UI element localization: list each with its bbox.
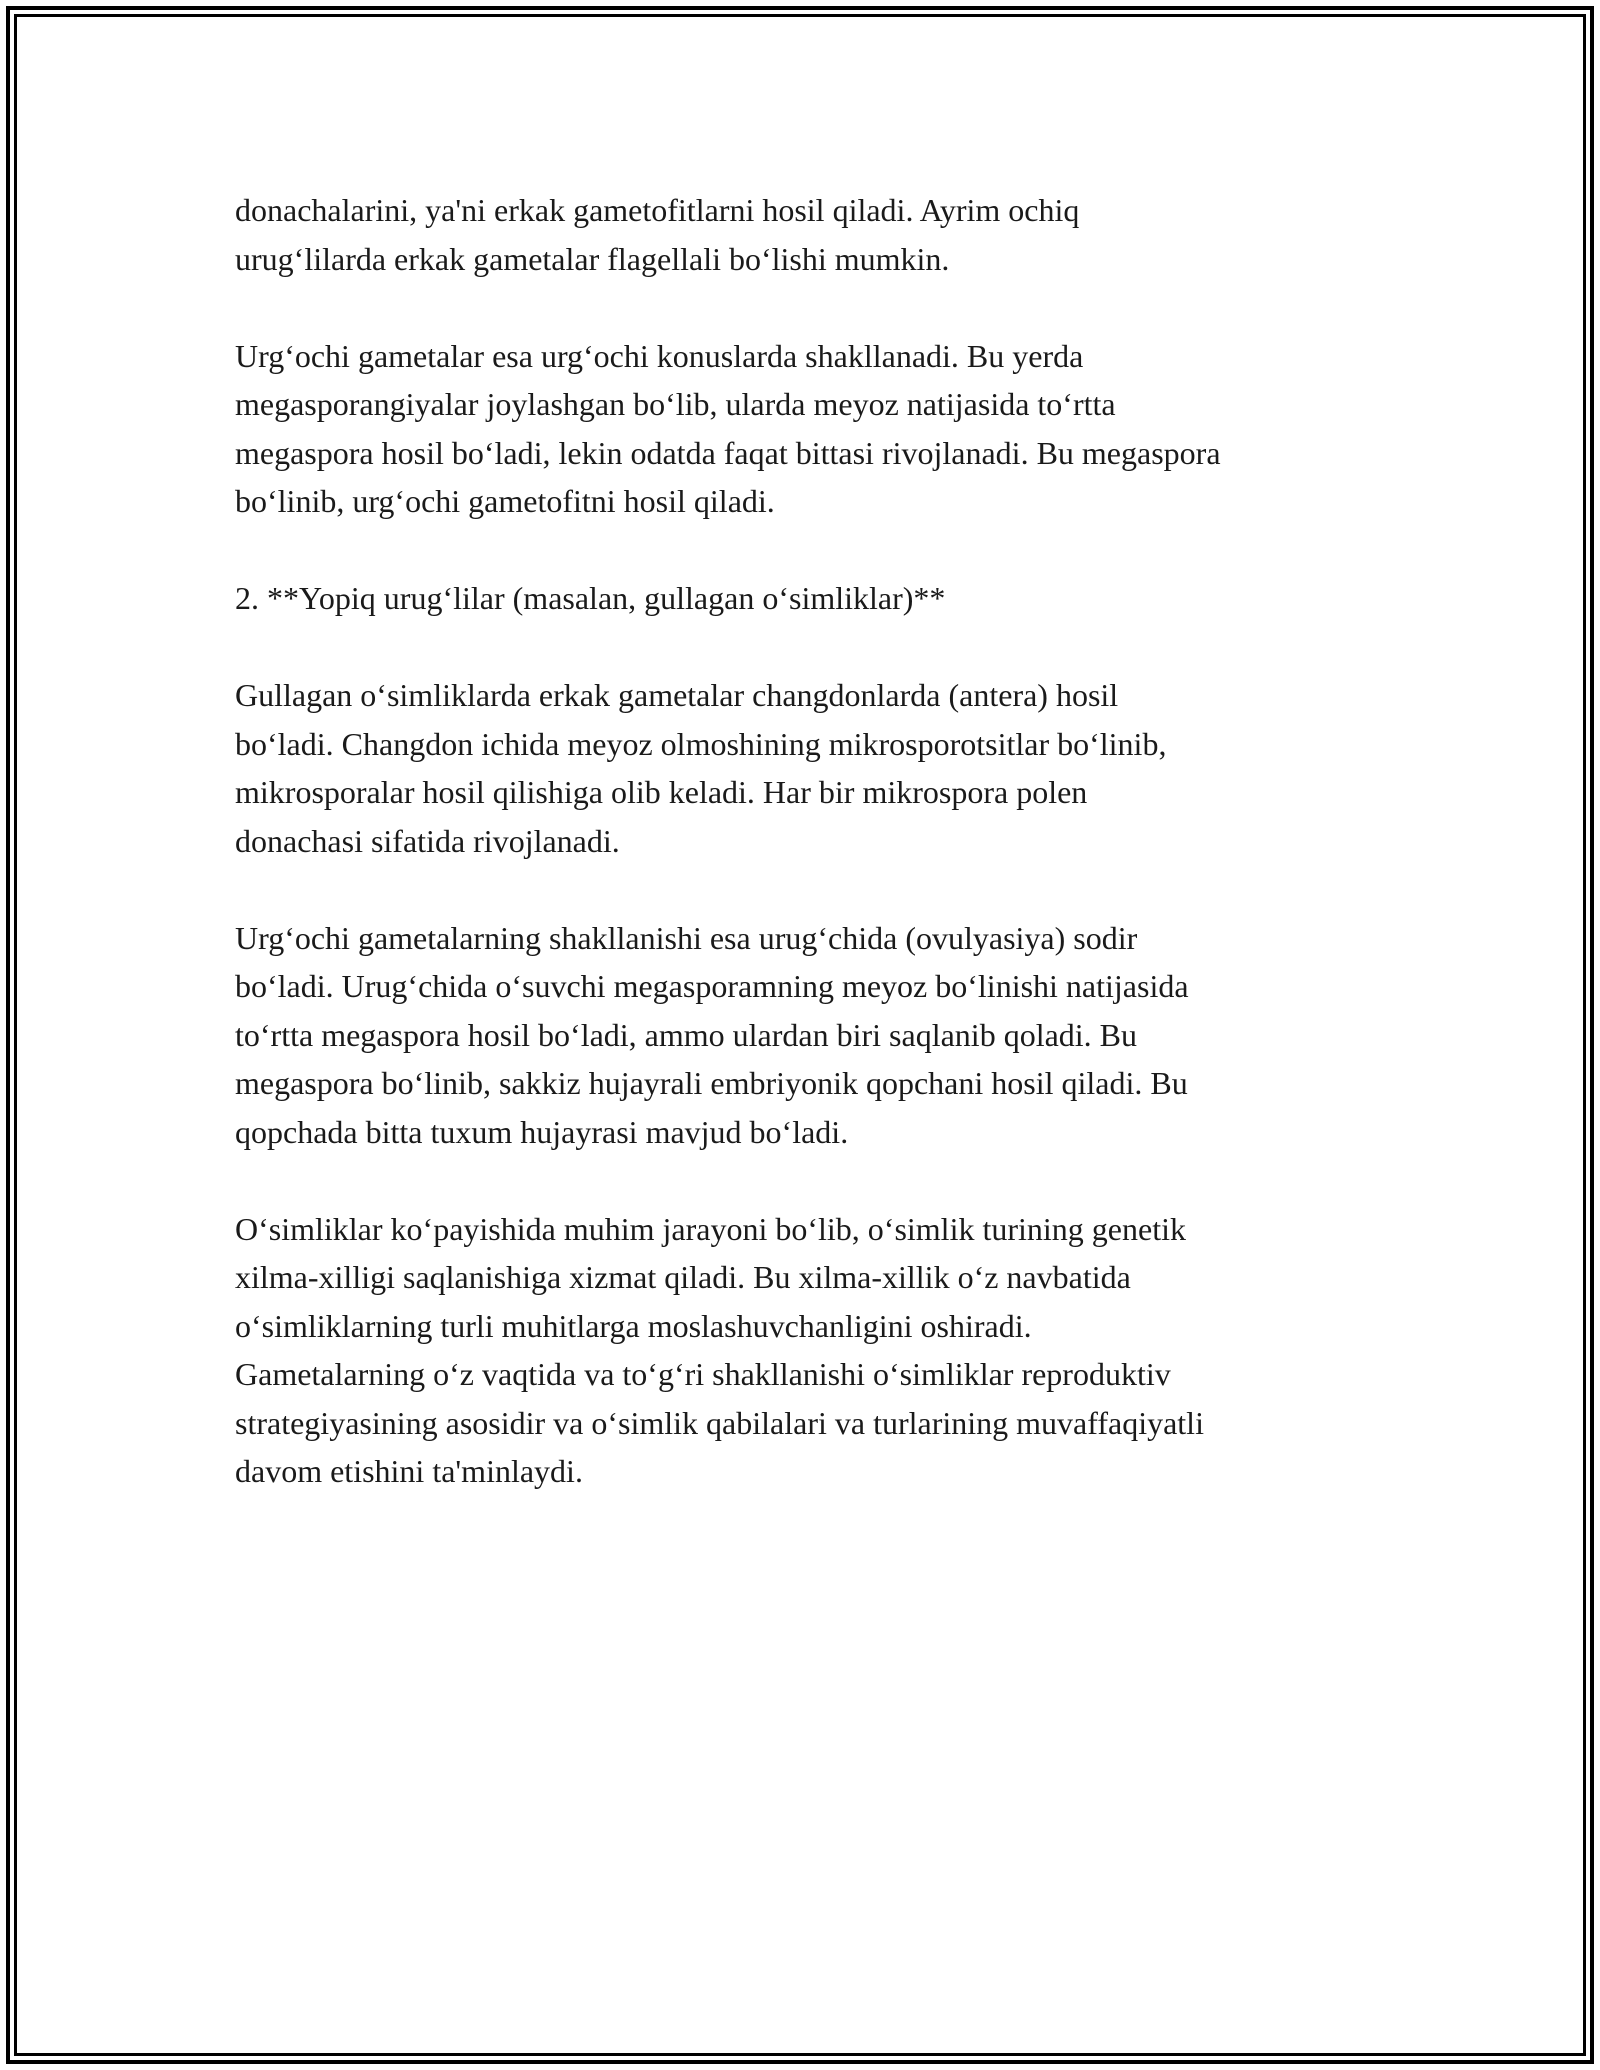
paragraph-conclusion: O‘simliklar ko‘payishida muhim jarayoni bo‘lib, o‘simlik turining genetik xilma-xilligi saqlanishiga xizmat qiladi. Bu xilma-xillik o‘z navbatida o‘simliklarning turli muhitlarga moslashuvchanligini oshiradi. Gametalarning o‘z vaqtida va to‘g‘ri shakllanishi o‘simliklar reproduktiv strategiyasining asosidir va o‘simlik qabilalari va turlarining muvaffaqiyatli davom etishini ta'minlaydi. bbox=[235, 1210, 1204, 1489]
paragraph-female-gametes-gymnosperms: Urg‘ochi gametalar esa urg‘ochi konuslarda shakllanadi. Bu yerda megasporangiyalar joylashgan bo‘lib, ularda meyoz natijasida to‘rtta megaspora hosil bo‘ladi, lekin odatda faqat bittasi rivojlanadi. Bu megaspora bo‘linib, urg‘ochi gametofitni hosil qiladi. bbox=[235, 337, 1221, 519]
paragraph-male-gametes-angiosperms: Gullagan o‘simliklarda erkak gametalar changdonlarda (antera) hosil bo‘ladi. Changdon ichida meyoz olmoshining mikrosporotsitlar bo‘linib, mikrosporalar hosil qilishiga olib keladi. Har bir mikrospora polen donachasi sifatida rivojlanadi. bbox=[235, 677, 1167, 859]
document-body bbox=[235, 186, 1395, 1496]
paragraph-female-gametes-angiosperms: Urg‘ochi gametalarning shakllanishi esa urug‘chida (ovulyasiya) sodir bo‘ladi. Urug‘chida o‘suvchi megasporamning meyoz bo‘linishi natijasida to‘rtta megaspora hosil bo‘ladi, ammo ulardan biri saqlanib qoladi. Bu megaspora bo‘linib, sakkiz hujayrali embriyonik qopchani hosil qiladi. Bu qopchada bitta tuxum hujayrasi mavjud bo‘ladi. bbox=[235, 919, 1189, 1150]
section-heading-angiosperms: 2. **Yopiq urug‘lilar (masalan, gullagan o‘simliklar)** bbox=[235, 580, 946, 616]
paragraph-male-gametes-gymnosperms: donachalarini, ya'ni erkak gametofitlarni hosil qiladi. Ayrim ochiq urug‘lilarda erkak gametalar flagellali bo‘lishi mumkin. bbox=[235, 192, 1080, 277]
